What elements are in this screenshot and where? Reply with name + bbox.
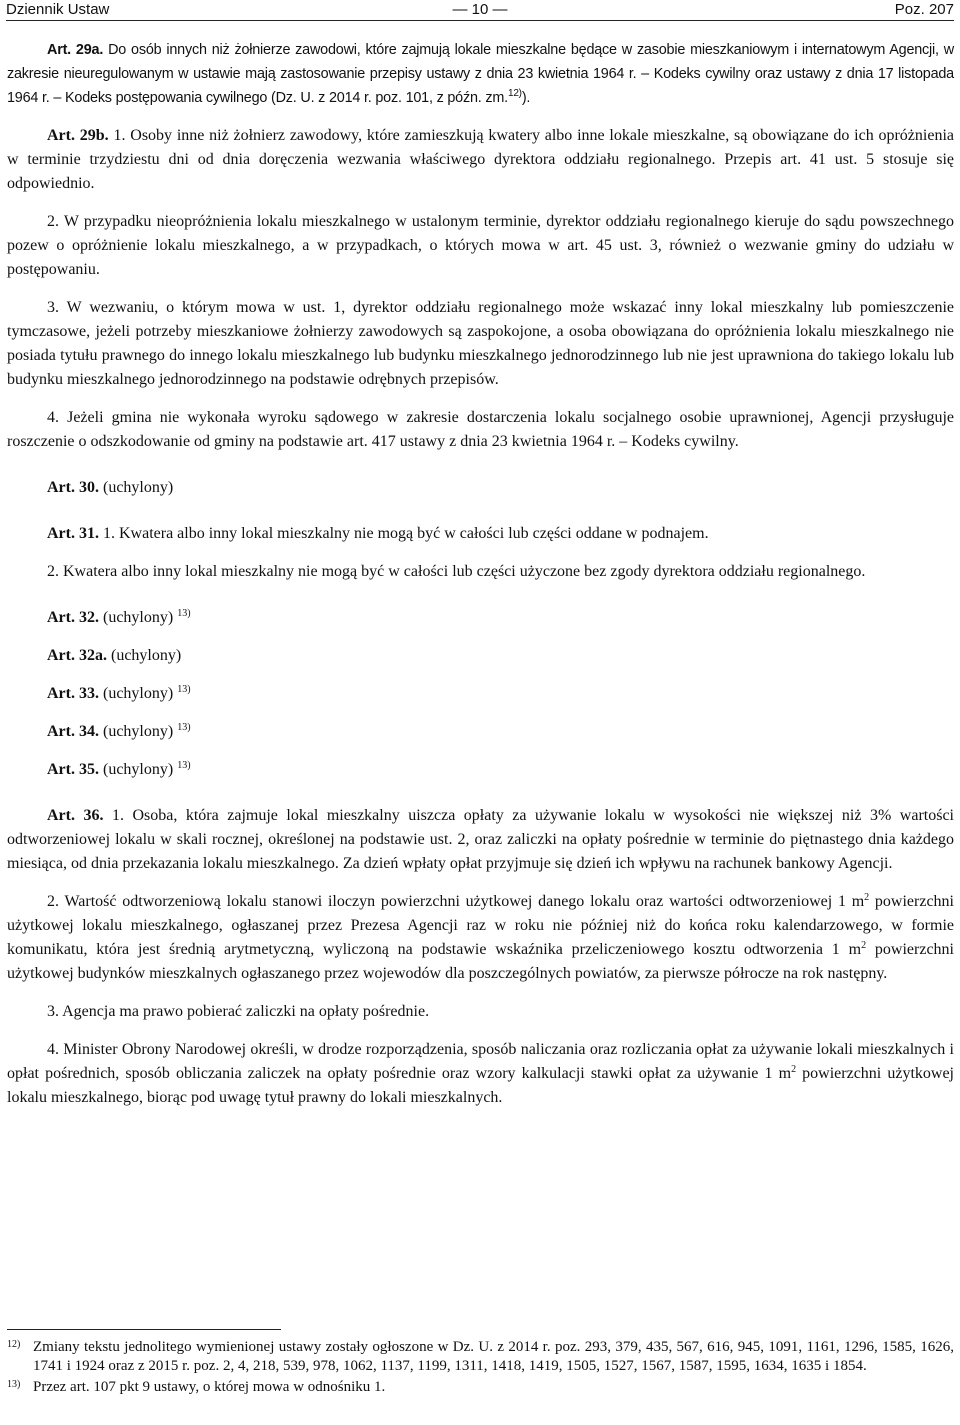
paragraph-text: 1. Osoba, która zajmuje lokal mieszkalny uiszcza opłaty za używanie lokalu w wysokości nie większej niż 3% wartości odtworzeniowej lokalu w skali rocznej, określonej na podstawie ust. 2, oraz zaliczki na opłaty pośrednie w terminie do piętnastego dnia każdego miesiąca, od dnia przekazania lokalu mieszkalnego. Za dzień wpłaty opłat przyjmuje się dzień ich wpływu na rachunek bankowy Agencji. bbox=[7, 807, 954, 872]
art-36-par-4 bbox=[7, 1038, 954, 1110]
footnote-mark: 13) bbox=[7, 1379, 21, 1390]
superscript-square: 2 bbox=[864, 892, 870, 903]
article-text: (uchylony) bbox=[98, 761, 174, 778]
art-36-par-1 bbox=[7, 804, 954, 876]
article-number: Art. 33. bbox=[47, 685, 99, 702]
paragraph-text: 1. Osoby inne niż żołnierz zawodowy, które zamieszkują kwatery albo inne lokale mieszkalne, są obowiązane do ich opróżnienia w terminie trzydziestu dni od dnia doręczenia wezwania właściwego dyrektora oddziału regionalnego. Przepis art. 41 ust. 5 stosuje się odpowiednio. bbox=[7, 127, 955, 192]
article-text: (uchylony) bbox=[98, 609, 174, 626]
art-29b-par-4: 4. Jeżeli gmina nie wykonała wyroku sądowego w zakresie dostarczenia lokalu socjalnego osobie uprawnionej, Agencji przysługuje roszczenie o odszkodowanie od gminy na podstawie art. 417 ustawy z dnia 23 kwietnia 1964 r. – Kodeks cywilny. bbox=[7, 409, 954, 450]
footnote-ref[interactable]: 13) bbox=[177, 760, 191, 771]
document-body bbox=[7, 38, 954, 1124]
journal-title: Dziennik Ustaw bbox=[6, 1, 110, 18]
art-36-par-2 bbox=[7, 890, 954, 986]
footnote-12 bbox=[7, 1338, 954, 1376]
article-number: Art. 31. bbox=[47, 525, 99, 542]
article-number: Art. 29b. bbox=[47, 127, 109, 144]
art-36-par-3: 3. Agencja ma prawo pobierać zaliczki na opłaty pośrednie. bbox=[47, 1003, 430, 1020]
footnote-divider bbox=[7, 1329, 281, 1330]
paragraph-text: powierzchni użytkowej budynków mieszkalnych ogłaszanego przez wojewodów dla poszczególnych powiatów, za pierwsze półrocze na rok następny. bbox=[7, 941, 955, 982]
paragraph-text: 4. Minister Obrony Narodowej określi, w drodze rozporządzenia, sposób naliczania oraz rozliczania opłat za używanie lokali mieszkalnych i opłat pośrednich, sposób obliczania zaliczek na opłaty pośrednie oraz wzory kalkulacji stawki opłat za używanie 1 m bbox=[7, 1041, 954, 1082]
article-text: Do osób innych niż żołnierze zawodowi, które zajmują lokale mieszkalne będące w zasobie mieszkaniowym i internatowym Agencji, w zakresie nieuregulowanym w ustawie mają zastosowanie przepisy ustawy z dnia 23 kwietnia 1964 r. – Kodeks cywilny oraz ustawy z dnia 17 listopada 1964 r. – Kodeks postępowania cywilnego (Dz. U. z 2014 r. poz. 101, z późn. zm. bbox=[7, 42, 954, 106]
article-number: Art. 35. bbox=[47, 761, 99, 778]
page-header bbox=[6, 0, 954, 21]
footnote-ref[interactable]: 12) bbox=[507, 88, 522, 99]
superscript-square: 2 bbox=[791, 1064, 797, 1075]
art-32 bbox=[7, 606, 954, 630]
footnote-ref[interactable]: 13) bbox=[177, 722, 191, 733]
article-number: Art. 32a. bbox=[47, 647, 107, 664]
art-33 bbox=[7, 682, 954, 706]
superscript-square: 2 bbox=[861, 940, 867, 951]
article-text: (uchylony) bbox=[98, 479, 174, 496]
position-number: Poz. 207 bbox=[894, 1, 954, 18]
art-31-par-1 bbox=[7, 522, 954, 546]
paragraph-text: powierzchni użytkowej lokalu mieszkalnego, ogłaszanej przez Prezesa Agencji raz w roku nie później niż do końca roku kalendarzowego, w formie komunikatu, która jest średnią arytmetyczną, wyliczoną na podstawie wskaźnika przeliczeniowego kosztu odtworzenia 1 m bbox=[7, 893, 955, 958]
paragraph-text: 1. Kwatera albo inny lokal mieszkalny nie mogą być w całości lub części oddane w podnajem. bbox=[98, 525, 709, 542]
paragraph-text: powierzchni użytkowej lokalu mieszkalnego, biorąc pod uwagę tytuł prawny do lokali mieszkalnych. bbox=[7, 1065, 954, 1106]
article-text: (uchylony) bbox=[98, 723, 174, 740]
art-29b-par-1 bbox=[7, 124, 954, 196]
article-number: Art. 30. bbox=[47, 479, 99, 496]
art-30 bbox=[7, 476, 954, 500]
article-number: Art. 36. bbox=[47, 807, 104, 824]
art-29a bbox=[7, 38, 954, 110]
art-31-par-2: 2. Kwatera albo inny lokal mieszkalny nie mogą być w całości lub części użyczone bez zgody dyrektora oddziału regionalnego. bbox=[47, 563, 866, 580]
paragraph-text: 2. Wartość odtworzeniową lokalu stanowi iloczyn powierzchni użytkowej danego lokalu oraz wartości odtworzeniowej 1 m bbox=[47, 893, 865, 910]
article-text: (uchylony) bbox=[106, 647, 182, 664]
article-number: Art. 32. bbox=[47, 609, 99, 626]
page-number: — 10 — bbox=[452, 1, 508, 18]
art-35 bbox=[7, 758, 954, 782]
article-number: Art. 29a. bbox=[47, 42, 104, 58]
footnote-ref[interactable]: 13) bbox=[177, 684, 191, 695]
footnote-ref[interactable]: 13) bbox=[177, 608, 191, 619]
footnote-13 bbox=[7, 1378, 954, 1397]
art-29b-par-2: 2. W przypadku nieopróżnienia lokalu mieszkalnego w ustalonym terminie, dyrektor oddziału regionalnego kieruje do sądu powszechnego pozew o opróżnienie lokalu mieszkalnego, a w przypadkach, o których mowa w art. 45 ust. 3, również o wezwanie gminy do udziału w postępowaniu. bbox=[7, 213, 954, 278]
article-number: Art. 34. bbox=[47, 723, 99, 740]
article-text: (uchylony) bbox=[98, 685, 174, 702]
footnote-mark: 12) bbox=[7, 1339, 21, 1350]
footnote-text: Zmiany tekstu jednolitego wymienionej ustawy zostały ogłoszone w Dz. U. z 2014 r. poz. 293, 379, 435, 567, 616, 945, 1091, 1161, 1296, 1585, 1626, 1741 i 1924 oraz z 2015 r. poz. 2, 4, 218, 539, 978, 1062, 1137, 1199, 1311, 1418, 1419, 1505, 1527, 1567, 1587, 1595, 1634, 1635 i 1854. bbox=[33, 1339, 954, 1374]
article-text-tail: ). bbox=[521, 90, 531, 106]
footnotes bbox=[7, 1338, 954, 1399]
footnote-text: Przez art. 107 pkt 9 ustawy, o której mowa w odnośniku 1. bbox=[33, 1379, 386, 1395]
art-32a bbox=[7, 644, 954, 668]
art-34 bbox=[7, 720, 954, 744]
art-29b-par-3: 3. W wezwaniu, o którym mowa w ust. 1, dyrektor oddziału regionalnego może wskazać inny lokal mieszkalny lub pomieszczenie tymczasowe, jeżeli potrzeby mieszkaniowe żołnierzy zawodowych są zaspokojone, a osoba obowiązana do opróżnienia lokalu mieszkalnego nie posiada tytułu prawnego do innego lokalu mieszkalnego lub budynku mieszkalnego jednorodzinnego lub nie jest uprawniona do takiego lokalu lub budynku mieszkalnego jednorodzinnego na podstawie odrębnych przepisów. bbox=[7, 299, 954, 388]
